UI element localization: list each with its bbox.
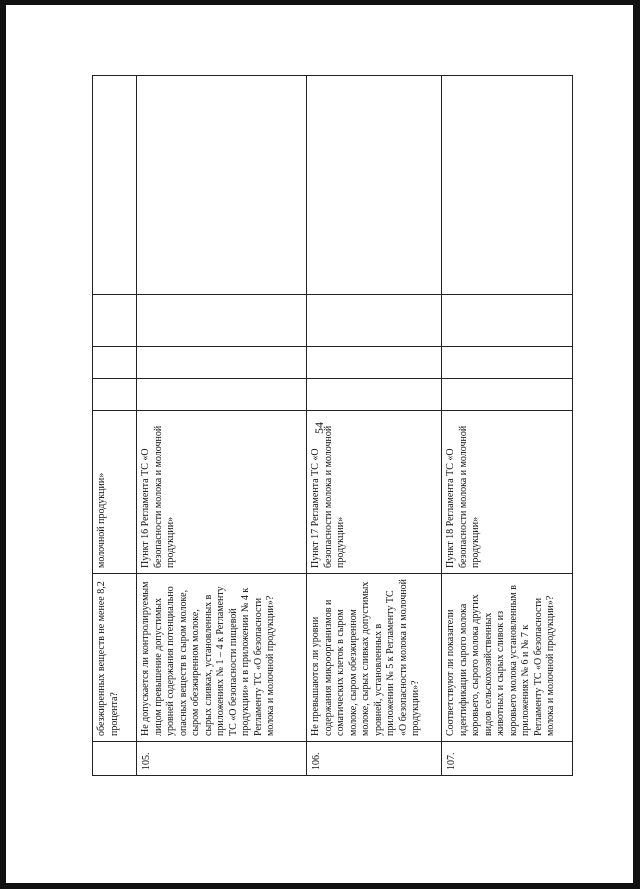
answer-yes-cell[interactable] (93, 379, 137, 411)
answer-yes-cell[interactable] (442, 379, 573, 411)
page-number: 54 (312, 422, 326, 434)
question-cell: обезжиренных веществ не менее 8,2 процента? (93, 574, 137, 742)
answer-yes-cell[interactable] (137, 379, 307, 411)
reference-cell: Пункт 17 Регламента ТС «О безопасности молока и молочной продукции» (307, 411, 442, 574)
table-row-continuation (93, 76, 137, 776)
reference-cell: Пункт 16 Регламента ТС «О безопасности молока и молочной продукции» (137, 411, 307, 574)
notes-cell[interactable] (137, 76, 307, 295)
answer-na-cell[interactable] (137, 295, 307, 347)
reference-cell: Пункт 18 Регламента ТС «О безопасности молока и молочной продукции» (442, 411, 573, 574)
question-cell: Не превышаются ли уровни содержания микроорганизмов и соматических клеток в сыром молоке, сыром обезжиренном молоке, сырых сливках допустимых уровней, установленных в приложении № 5 к Регламенту ТС «О безопасности молока и молочной продукции»? (307, 574, 442, 742)
answer-na-cell[interactable] (442, 295, 573, 347)
table-row (307, 76, 442, 776)
answer-no-cell[interactable] (442, 347, 573, 379)
answer-na-cell[interactable] (93, 295, 137, 347)
checklist-sheet (92, 76, 572, 776)
row-number-cell (93, 742, 137, 776)
answer-yes-cell[interactable] (307, 379, 442, 411)
table-row (137, 76, 307, 776)
table-row (442, 76, 573, 776)
scan-border-right (633, 0, 640, 889)
notes-cell[interactable] (442, 76, 573, 295)
answer-no-cell[interactable] (307, 347, 442, 379)
notes-cell[interactable] (93, 76, 137, 295)
answer-na-cell[interactable] (307, 295, 442, 347)
answer-no-cell[interactable] (93, 347, 137, 379)
question-cell: Не допускается ли контролируемым лицом превышение допустимых уровней содержания потенциально опасных веществ в сыром молоке, сыром обезжиренном молоке, сырых сливках, установленных в приложениях № 1 – 4 к Регламенту ТС «О безопасности пищевой продукции» и в приложении № 4 к Регламенту ТС «О безопасности молока и молочной продукции»? (137, 574, 307, 742)
answer-no-cell[interactable] (137, 347, 307, 379)
row-number-cell: 107. (442, 742, 573, 776)
checklist-table (92, 75, 573, 776)
scan-border-left (0, 0, 6, 889)
row-number-cell: 105. (137, 742, 307, 776)
notes-cell[interactable] (307, 76, 442, 295)
scan-border-top (0, 0, 640, 5)
question-cell: Соответствуют ли показатели идентификации сырого молока коровьего, сырого молока других видов сельскохозяйственных животных и сырых сливок из коровьего молока установленным в приложениях № 6 и № 7 к Регламенту ТС «О безопасности молока и молочной продукции»? (442, 574, 573, 742)
reference-cell: молочной продукции» (93, 411, 137, 574)
scan-border-bottom (0, 883, 640, 889)
row-number-cell: 106. (307, 742, 442, 776)
